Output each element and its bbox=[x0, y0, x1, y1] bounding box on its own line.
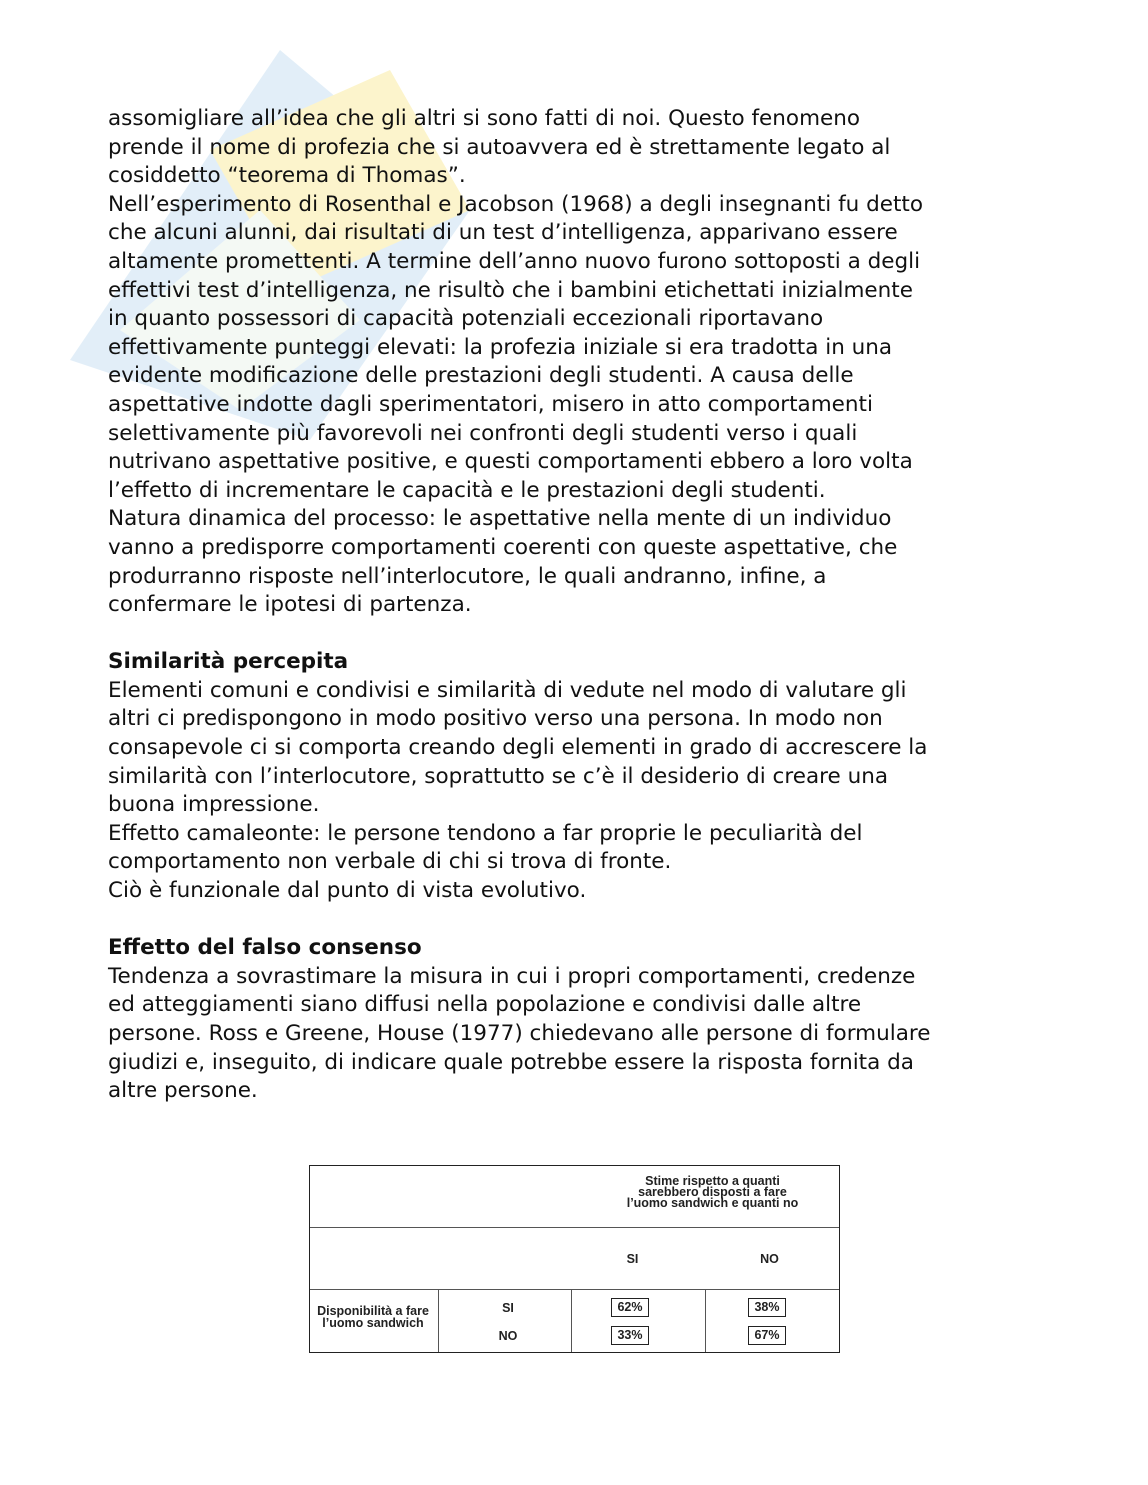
intro-paragraphs bbox=[108, 105, 1048, 620]
text-line: comportamento non verbale di chi si trova di fronte. bbox=[108, 849, 672, 875]
text-line: altre persone. bbox=[108, 1078, 258, 1104]
text-line: produrranno risposte nell’interlocutore, le quali andranno, infine, a bbox=[108, 563, 827, 589]
cell-no-no: 67% bbox=[748, 1326, 786, 1345]
figure-header-line: sarebbero disposti a fare bbox=[638, 1185, 787, 1199]
text-line: che alcuni alunni, dai risultati di un test d’intelligenza, apparivano essere bbox=[108, 220, 898, 246]
text-line: evidente modificazione delle prestazioni degli studenti. A causa delle bbox=[108, 363, 854, 389]
text-line: giudizi e, inseguito, di indicare quale potrebbe essere la risposta fornita da bbox=[108, 1049, 914, 1075]
figure-header-line: l’uomo sandwich e quanti no bbox=[626, 1196, 799, 1210]
text-line: l’effetto di incrementare le capacità e le prestazioni degli studenti. bbox=[108, 477, 826, 503]
text-line: vanno a predisporre comportamenti coerenti con queste aspettative, che bbox=[108, 534, 898, 560]
text-line: buona impressione. bbox=[108, 792, 320, 818]
text-line: ed atteggiamenti siano diffusi nella popolazione e condivisi dalle altre bbox=[108, 992, 862, 1018]
text-line: altamente promettenti. A termine dell’anno nuovo furono sottoposti a degli bbox=[108, 248, 921, 274]
text-line: Natura dinamica del processo: le aspettative nella mente di un individuo bbox=[108, 506, 892, 532]
text-line: effettivamente punteggi elevati: la profezia iniziale si era tradotta in una bbox=[108, 334, 893, 360]
text-line: prende il nome di profezia che si autoavvera ed è strettamente legato al bbox=[108, 134, 891, 160]
text-line: cosiddetto “teorema di Thomas”. bbox=[108, 163, 466, 189]
text-line: aspettative indotte dagli sperimentatori, misero in atto comportamenti bbox=[108, 391, 873, 417]
text-line: confermare le ipotesi di partenza. bbox=[108, 592, 472, 618]
text-line: Nell’esperimento di Rosenthal e Jacobson (1968) a degli insegnanti fu detto bbox=[108, 191, 924, 217]
falso-consenso-paragraphs bbox=[108, 963, 1048, 1106]
text-line: Effetto camaleonte: le persone tendono a far proprie le peculiarità del bbox=[108, 820, 863, 846]
row-label-si: SI bbox=[502, 1301, 514, 1315]
similarita-paragraphs bbox=[108, 677, 1048, 906]
figure-header-line: Stime rispetto a quanti bbox=[645, 1174, 780, 1188]
row-group-label: Disponibilità a fare bbox=[317, 1304, 429, 1318]
cell-si-no: 38% bbox=[748, 1298, 786, 1317]
text-line: persone. Ross e Greene, House (1977) chiedevano alle persone di formulare bbox=[108, 1021, 931, 1046]
heading-falso-consenso: Effetto del falso consenso bbox=[108, 935, 422, 961]
row-group-label: l’uomo sandwich bbox=[322, 1316, 424, 1330]
text-line: Elementi comuni e condivisi e similarità di vedute nel modo di valutare gli bbox=[108, 677, 907, 703]
text-line: in quanto possessori di capacità potenziali eccezionali riportavano bbox=[108, 306, 824, 332]
text-line: selettivamente più favorevoli nei confronti degli studenti verso i quali bbox=[108, 420, 858, 446]
cell-si-si: 62% bbox=[611, 1298, 649, 1317]
row-label-no: NO bbox=[498, 1329, 518, 1343]
text-line: consapevole ci si comporta creando degli elementi in grado di accrescere la bbox=[108, 735, 928, 761]
text-line: assomigliare all’idea che gli altri si sono fatti di noi. Questo fenomeno bbox=[108, 106, 861, 131]
document-body bbox=[108, 105, 1048, 1106]
text-line: altri ci predispongono in modo positivo verso una persona. In modo non bbox=[108, 706, 883, 732]
falso-consenso-table-figure bbox=[309, 1165, 840, 1353]
column-header-no: NO bbox=[760, 1252, 779, 1266]
text-line: nutrivano aspettative positive, e questi comportamenti ebbero a loro volta bbox=[108, 449, 913, 475]
column-header-si: SI bbox=[626, 1252, 639, 1266]
cell-no-si: 33% bbox=[611, 1326, 649, 1345]
heading-similarita: Similarità percepita bbox=[108, 649, 349, 675]
text-line: Ciò è funzionale dal punto di vista evolutivo. bbox=[108, 878, 587, 904]
text-line: Tendenza a sovrastimare la misura in cui i propri comportamenti, credenze bbox=[108, 963, 916, 989]
text-line: effettivi test d’intelligenza, ne risultò che i bambini etichettati inizialmente bbox=[108, 277, 913, 303]
text-line: similarità con l’interlocutore, soprattutto se c’è il desiderio di creare una bbox=[108, 763, 888, 789]
